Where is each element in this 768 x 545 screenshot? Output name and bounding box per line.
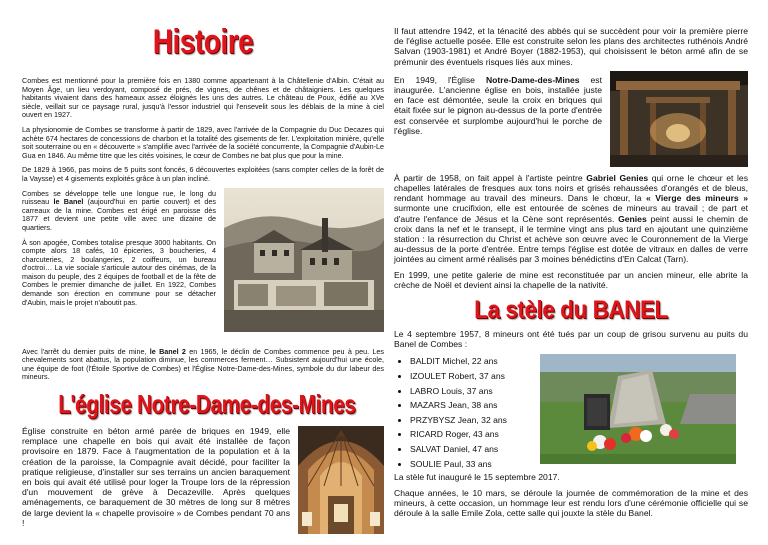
old-village-photo-image <box>224 188 384 332</box>
eglise-paragraph-3: En 1949, l'Église Notre-Dame-des-Mines est inaugurée. L'ancienne église en bois, installée juste en face est démontée, seule la croix en briques qui était fixée sur le pignon au-dessus de la porte d'entrée est conservée et surplombe aujourd'hui le porche de l'église. <box>394 74 602 136</box>
list-item: IZOULET Robert, 37 ans <box>394 369 534 384</box>
histoire-paragraph-3: De 1829 à 1966, pas moins de 5 puits sont foncés, 6 découvertes exploitées (sans compter celles de la forêt de la Vaysse) et 4 gisements exploités grâce à un plan incliné. <box>22 165 384 183</box>
histoire-paragraph-1: Combes est mentionné pour la première fois en 1380 comme appartenant à la Châtellenie d'Albin. C'était au Moyen Âge, un lieu verdoyant, composé de prés, de vignes, de chênes et de châtaigniers. Les quelques habitants vivaient dans des hameaux assez éloignés les uns des autres. Le château de Poux, édifié au XVe siècle, veillait sur ce paysage rural, jusqu'à l'essor industriel qui l'ensevelit sous les déblais de la mine à ciel ouvert en 1927. <box>22 76 384 120</box>
eglise-title: L'église Notre-Dame-des-Mines <box>58 388 356 419</box>
stele-title: La stèle du BANEL <box>474 296 668 325</box>
histoire-paragraph-4: Combes se développe telle une longue rue, le long du ruisseau le Banel (aujourd'hui en partie couvert) et des carreaux de la mine. Combes est érigé en paroisse dès 1877 et devient une petite ville avec une dizaine de quartiers. <box>22 188 216 232</box>
miners-list <box>394 354 534 471</box>
stele-inauguration: La stèle fut inauguré le 15 septembre 2017. <box>394 472 560 483</box>
left-column <box>22 0 384 545</box>
stele-commemoration: Chaque années, le 10 mars, se déroule la journée de commémoration de la mine et des mineurs, à cette occasion, un hommage leur est rendu lors d'une cérémonie officielle qui se déroule à la salle Emile Zola, cette salle qui jouxte la stèle du Banel. <box>394 487 748 519</box>
church-vault-image <box>298 426 384 534</box>
histoire-photo-block <box>22 190 384 346</box>
list-item: BALDIT Michel, 22 ans <box>394 354 534 369</box>
stele-block <box>394 354 748 472</box>
stele-photo <box>540 354 736 464</box>
mine-gallery-photo <box>610 71 748 167</box>
eglise-paragraph-1: Église construite en béton armé parée de briques en 1949, elle remplace une chapelle en bois qui avait été installée de façon provisoire en 1879. Face à l'augmentation de la population et à la création de la paroisse, la Compagnie avait décidé, pour faciliter la pratique religieuse, d'installer sur ses terrains un ancien baraquement en bois qui avait été utilisé pour loger la Troupe lors de la répression d'un mouvement de grève à Decazeville. Après quelques aménagements, ce baraquement de 30 mètres de long sur 8 mètres de large devient la « chapelle provisoire » de Combes pendant 70 ans ! <box>22 425 290 528</box>
histoire-paragraph-6: Avec l'arrêt du dernier puits de mine, le Banel 2 en 1965, le déclin de Combes commence peu à peu. Les chevalements sont abattus, la population diminue, les commerces ferment… Subsistent aujourd'hui une école, une équipe de foot (l'Étoile Sportive de Combes) et l'Église Notre-Dame-des-Mines, symbole du dur labeur des mineurs. <box>22 346 384 382</box>
histoire-paragraph-2: La physionomie de Combes se transforme à partir de 1829, avec l'arrivée de la Compagnie du Duc Decazes qui achète 674 hectares de concessions de charbon et la totalité des gisements de fer. L'exploitation minière, qu'elle soit souterraine ou en « découverte » s'amplifie avec l'arrivée de la société concurrente, la Compagnie d'Aubin-Le Gua en 1846. Au même titre que les cités voisines, le cœur de Combes ne bat plus que pour la mine. <box>22 124 384 160</box>
list-item: MAZARS Jean, 38 ans <box>394 398 534 413</box>
histoire-title: Histoire <box>152 23 254 61</box>
histoire-text-beside-photo <box>22 190 216 308</box>
list-item: RICARD Roger, 43 ans <box>394 427 534 442</box>
mine-gallery-image <box>610 71 748 167</box>
eglise-paragraph-2: Il faut attendre 1942, et la ténacité des abbés qui se succèdent pour voir la première pierre de l'église actuelle posée. Elle est construite selon les plans des architectes ruthénois André Salvan (1903-1981) et André Boyer (1882-1953), qui choisissent le béton armé afin de se prémunir des éventuels risques liés aux mines. <box>394 26 748 67</box>
list-item: LABRO Louis, 37 ans <box>394 384 534 399</box>
right-column <box>394 0 748 545</box>
list-item: PRZYBYSZ Jean, 32 ans <box>394 413 534 428</box>
old-combes-photo <box>224 188 384 332</box>
histoire-paragraph-5: À son apogée, Combes totalise presque 3000 habitants. On compte alors 18 cafés, 10 épiceries, 3 boucheries, 4 charcuteries, 2 boulangeries, 2 coiffeurs, un bureau d'octroi… La vie sociale s'articule autour des cinémas, de la maison du peuple, des 2 équipes de football et de la fête de Combes le premier dimanche de juillet. En 1922, Combes demande son érection en commune pour se détacher d'Aubin, mais le projet n'aboutit pas. <box>22 237 216 307</box>
eglise-paragraph-4: À partir de 1958, on fait appel à l'artiste peintre Gabriel Genies qui orne le chœur et les chapelles latérales de fresques aux tons noirs et grisés rehaussées d'orangés et de bleus, rendant hommage au travail des mineurs. Dans le chœur, la « Vierge des mineurs » surmonte une crucifixion, elle est entourée de scènes de mineurs au travail ; de part et d'autre l'enfance de Jésus et la Cène sont représentés. Genies peint aussi le chemin de croix dans la nef et le transept, il le termine vingt ans plus tard en ajoutant une quinzième station : la résurrection du Christ et achève son œuvre avec le Couronnement de la Vierge au-dessus de la porte d'entrée. Entre temps l'église est dotée de vitraux en dalles de verre jointées au ciment armé réalisés par 3 moines bénédictins d'En Calcat (Tarn). <box>394 172 748 265</box>
eglise-block <box>22 426 384 528</box>
eglise-paragraph-5: En 1999, une petite galerie de mine est reconstituée par un ancien mineur, elle abrite la crèche de Noël et devient ainsi la chapelle de la nativité. <box>394 269 748 290</box>
stele-memorial-image <box>540 354 736 464</box>
list-item: SALVAT Daniel, 47 ans <box>394 442 534 457</box>
church-interior-photo <box>298 426 384 534</box>
list-item: SOULIE Paul, 33 ans <box>394 457 534 472</box>
mine-gallery-block <box>394 75 748 165</box>
stele-intro: Le 4 septembre 1957, 8 mineurs ont été tués par un coup de grisou survenu au puits du Banel de Combes : <box>394 329 748 350</box>
